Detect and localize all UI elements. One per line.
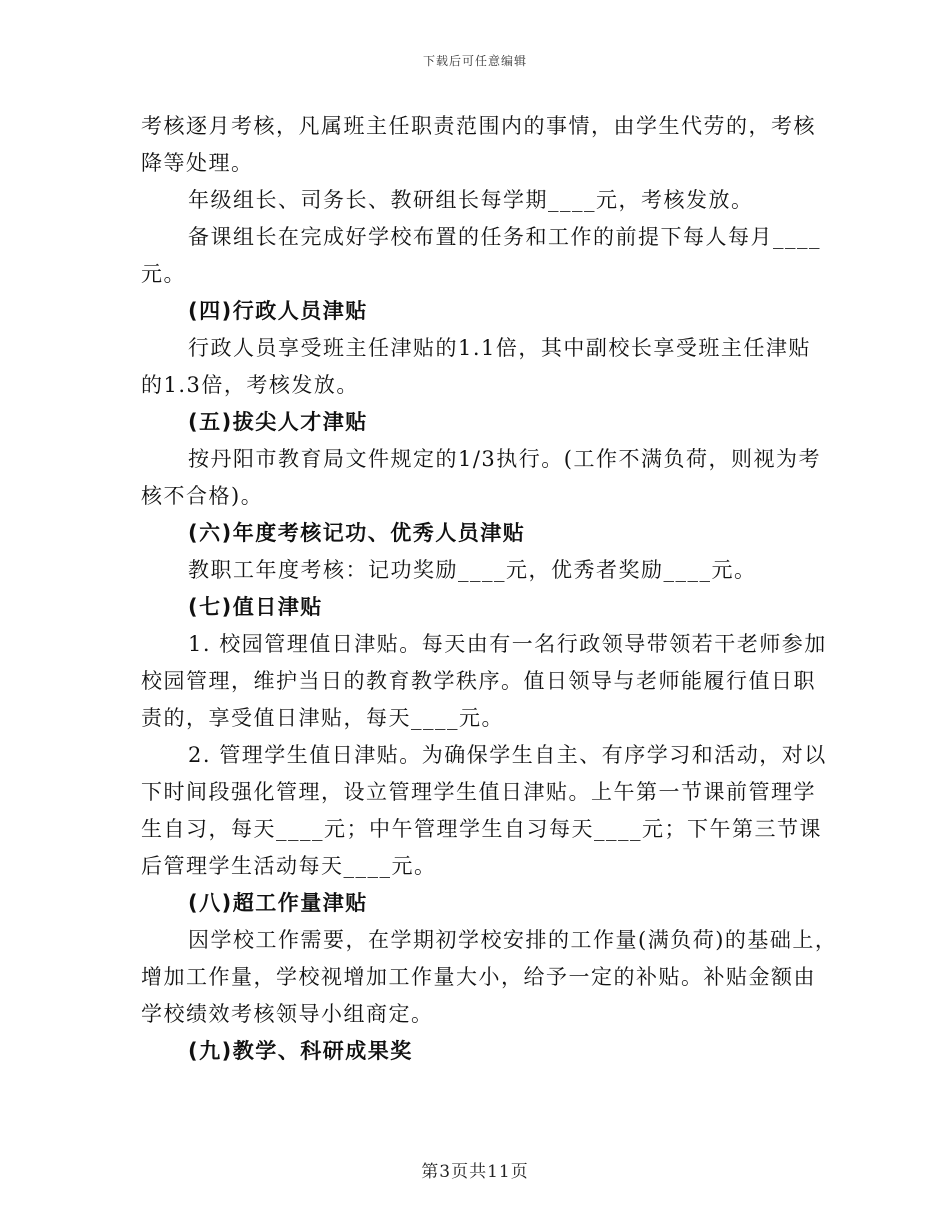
paragraph-line: 备课组长在完成好学校布置的任务和工作的前提下每人每月____ bbox=[188, 225, 821, 249]
paragraph-line: 责的，享受值日津贴，每天____元。 bbox=[141, 706, 504, 730]
section-heading: (九)教学、科研成果奖 bbox=[188, 1039, 413, 1063]
paragraph-line: 考核逐月考核，凡属班主任职责范围内的事情，由学生代劳的，考核 bbox=[141, 114, 816, 138]
section-heading: (六)年度考核记功、优秀人员津贴 bbox=[188, 521, 526, 545]
paragraph-line: 学校绩效考核领导小组商定。 bbox=[141, 1002, 434, 1026]
paragraph-line: 2. 管理学生值日津贴。为确保学生自主、有序学习和活动，对以 bbox=[188, 743, 827, 767]
paragraph-line: 降等处理。 bbox=[141, 151, 254, 175]
paragraph-line: 元。 bbox=[141, 262, 186, 286]
paragraph-line: 按丹阳市教育局文件规定的1/3执行。(工作不满负荷，则视为考 bbox=[188, 447, 821, 471]
section-heading: (七)值日津贴 bbox=[188, 595, 323, 619]
paragraph-line: 增加工作量，学校视增加工作量大小，给予一定的补贴。补贴金额由 bbox=[141, 965, 816, 989]
paragraph-line: 教职工年度考核：记功奖励____元，优秀者奖励____元。 bbox=[188, 558, 757, 582]
page-number: 第3页共11页 bbox=[421, 1162, 529, 1182]
paragraph-line: 的1.3倍，考核发放。 bbox=[141, 373, 359, 397]
paragraph-line: 校园管理，维护当日的教育教学秩序。值日领导与老师能履行值日职 bbox=[141, 669, 816, 693]
paragraph-line: 下时间段强化管理，设立管理学生值日津贴。上午第一节课前管理学 bbox=[141, 780, 816, 804]
paragraph-line: 核不合格)。 bbox=[141, 484, 264, 508]
paragraph-line: 后管理学生活动每天____元。 bbox=[141, 854, 437, 878]
section-heading: (五)拔尖人才津贴 bbox=[188, 410, 368, 434]
paragraph-line: 1. 校园管理值日津贴。每天由有一名行政领导带领若干老师参加 bbox=[188, 632, 827, 656]
section-heading: (四)行政人员津贴 bbox=[188, 299, 368, 323]
paragraph-line: 年级组长、司务长、教研组长每学期____元，考核发放。 bbox=[188, 188, 754, 212]
paragraph-line: 因学校工作需要，在学期初学校安排的工作量(满负荷)的基础上， bbox=[188, 928, 838, 952]
section-heading: (八)超工作量津贴 bbox=[188, 891, 368, 915]
document-body bbox=[141, 108, 838, 1070]
paragraph-line: 生自习，每天____元；中午管理学生自习每天____元；下午第三节课 bbox=[141, 817, 822, 841]
header-note: 下载后可任意编辑 bbox=[422, 54, 527, 68]
paragraph-line: 行政人员享受班主任津贴的1.1倍，其中副校长享受班主任津贴 bbox=[188, 336, 811, 360]
